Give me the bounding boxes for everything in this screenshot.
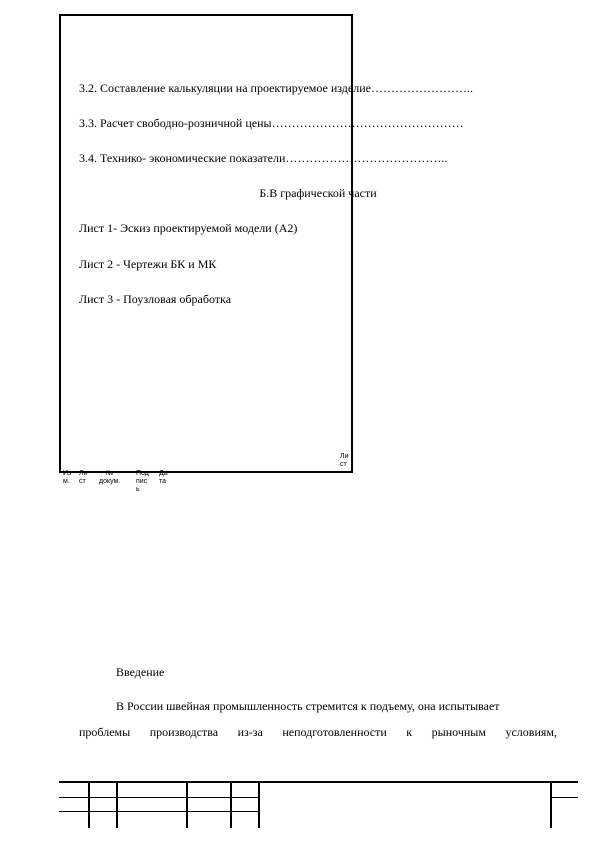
title-col-doc: № докум. bbox=[99, 470, 121, 485]
title-col-list: Ли ст bbox=[79, 470, 88, 485]
sheet-label: Ли ст bbox=[340, 453, 349, 468]
intro-line-1: В России швейная промышленность стремится к подъему, она испытывает bbox=[116, 699, 500, 713]
sheet-1-item: Лист 1- Эскиз проектируемой модели (А2) bbox=[79, 221, 298, 235]
toc-item-3-2: 3.2. Составление калькуляции на проектируемое изделие…………………….. bbox=[79, 81, 473, 95]
intro-line-2: проблемы производства из-за неподготовленности к рыночным условиям, bbox=[79, 725, 557, 739]
sheet-2-item: Лист 2 - Чертежи БК и МК bbox=[79, 257, 217, 271]
graphic-section-heading: Б.В графической части bbox=[259, 186, 377, 200]
title-col-sign: Под пис ь bbox=[136, 470, 149, 493]
intro-heading: Введение bbox=[116, 665, 165, 679]
toc-item-3-4: 3.4. Технико- экономические показатели………………………………….. bbox=[79, 151, 448, 165]
title-col-izm: Из м. bbox=[63, 470, 72, 485]
sheet-3-item: Лист 3 - Поузловая обработка bbox=[79, 292, 232, 306]
title-col-date: Да та bbox=[159, 470, 168, 485]
toc-item-3-3: 3.3. Расчет свободно-розничной цены………………………………………… bbox=[79, 116, 464, 130]
